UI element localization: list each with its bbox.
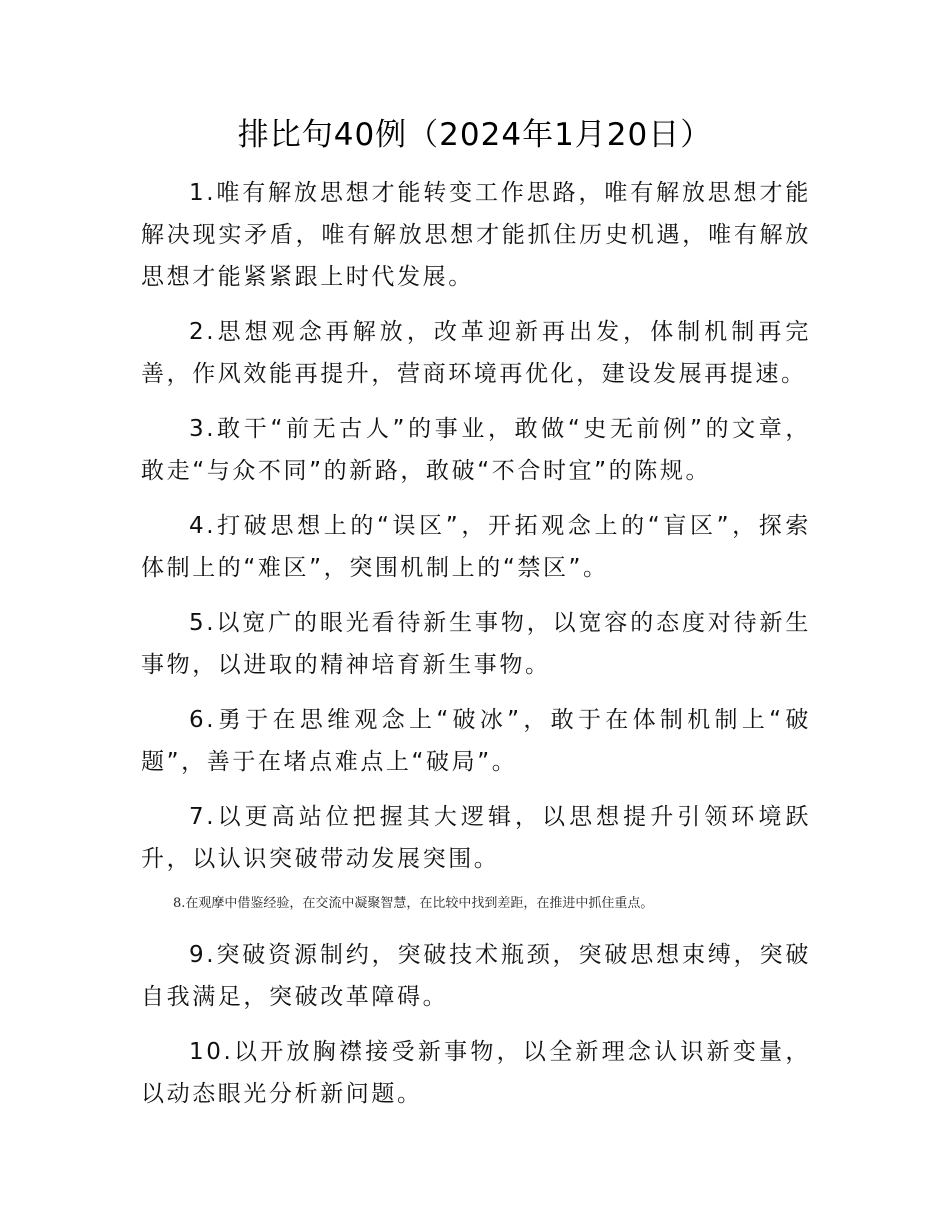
example-list xyxy=(141,172,811,1128)
example-item-9: 9.突破资源制约，突破技术瓶颈，突破思想束缚，突破自我满足，突破改革障碍。 xyxy=(141,942,811,1010)
example-item-7: 7.以更高站位把握其大逻辑，以思想提升引领环境跃升，以认识突破带动发展突围。 xyxy=(141,804,811,872)
example-item-10: 10.以开放胸襟接受新事物，以全新理念认识新变量，以动态眼光分析新问题。 xyxy=(141,1039,811,1107)
example-item-8: 8.在观摩中借鉴经验，在交流中凝聚智慧，在比较中找到差距，在推进中抓住重点。 xyxy=(173,896,654,911)
example-item-4: 4.打破思想上的“误区”，开拓观念上的“盲区”，探索体制上的“难区”，突围机制上的“禁区”。 xyxy=(141,513,811,581)
example-item-5: 5.以宽广的眼光看待新生事物，以宽容的态度对待新生事物，以进取的精神培育新生事物。 xyxy=(141,610,811,678)
example-item-2: 2.思想观念再解放，改革迎新再出发，体制机制再完善，作风效能再提升，营商环境再优化，建设发展再提速。 xyxy=(141,319,811,387)
document-title: 排比句40例（2024年1月20日） xyxy=(237,117,713,153)
example-item-6: 6.勇于在思维观念上“破冰”，敢于在体制机制上“破题”，善于在堵点难点上“破局”。 xyxy=(141,707,811,775)
example-item-1: 1.唯有解放思想才能转变工作思路，唯有解放思想才能解决现实矛盾，唯有解放思想才能抓住历史机遇，唯有解放思想才能紧紧跟上时代发展。 xyxy=(141,180,811,290)
example-item-3: 3.敢干“前无古人”的事业，敢做“史无前例”的文章，敢走“与众不同”的新路，敢破“不合时宜”的陈规。 xyxy=(141,416,811,484)
